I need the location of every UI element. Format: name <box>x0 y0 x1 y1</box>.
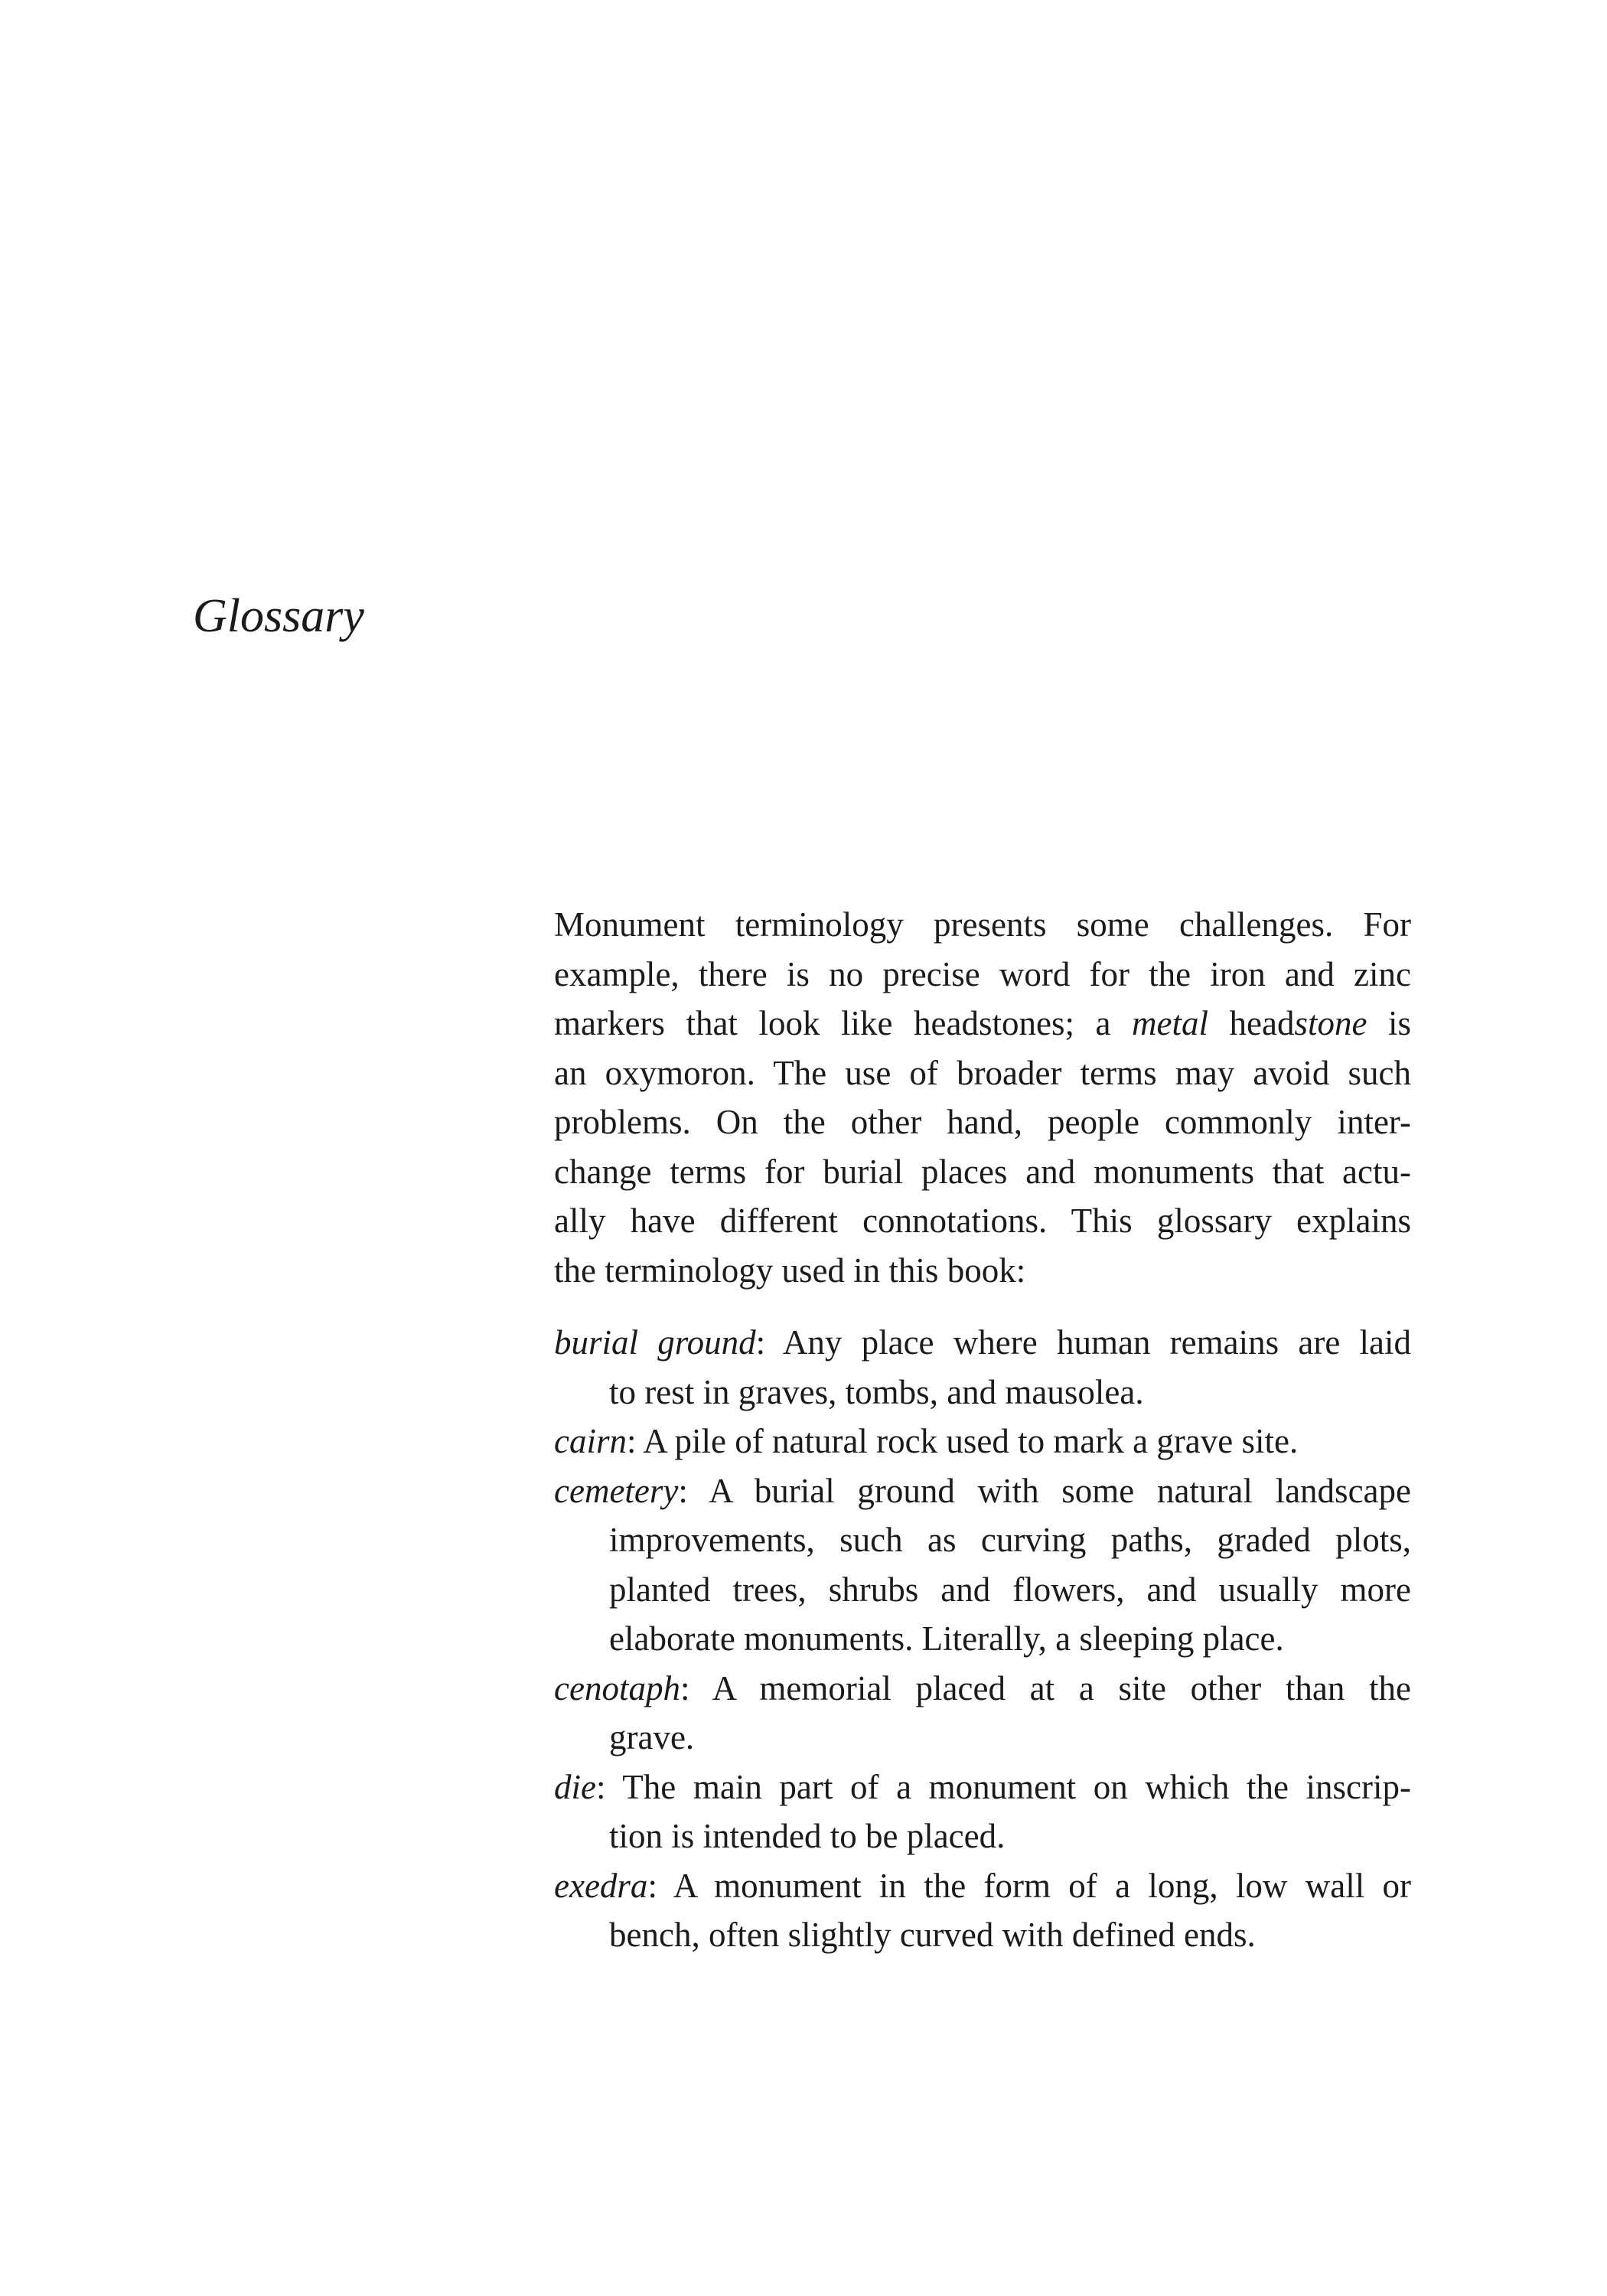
intro-line: the terminology used in this book: <box>554 1251 1026 1290</box>
glossary-definition: : The main part of a monument on which the inscrip- <box>595 1767 1411 1806</box>
entry-line: elaborate monuments. Literally, a sleeping place. <box>609 1619 1284 1658</box>
glossary-definition: : A memorial placed at a site other than the <box>680 1668 1411 1707</box>
entry-line: tion is intended to be placed. <box>609 1817 1006 1855</box>
entry-line <box>554 1763 1411 1812</box>
intro-line: problems. On the other hand, people commonly inter- <box>554 1103 1411 1141</box>
entry-line: grave. <box>609 1718 695 1756</box>
intro-emphasis-stone: stone <box>1294 1004 1367 1042</box>
intro-line: an oxymoron. The use of broader terms may avoid such <box>554 1053 1411 1092</box>
entry-line <box>554 1318 1411 1368</box>
intro-text: markers that look like headstones; a <box>554 1004 1111 1042</box>
glossary-entry-burial-ground <box>554 1318 1411 1417</box>
glossary-text-block <box>554 900 1411 1960</box>
glossary-entry-cenotaph <box>554 1664 1411 1763</box>
glossary-term: cenotaph <box>554 1668 680 1707</box>
entry-line: to rest in graves, tombs, and mausolea. <box>609 1372 1144 1411</box>
glossary-term: exedra <box>554 1866 648 1905</box>
glossary-definition: : A pile of natural rock used to mark a grave site. <box>627 1422 1299 1460</box>
intro-line: change terms for burial places and monuments that actu- <box>554 1152 1411 1191</box>
intro-paragraph <box>554 900 1411 1295</box>
glossary-definition: : Any place where human remains are laid <box>755 1323 1412 1362</box>
intro-line: example, there is no precise word for the iron and zinc <box>554 954 1411 993</box>
entry-line: bench, often slightly curved with defined ends. <box>609 1916 1256 1954</box>
entry-line: improvements, such as curving paths, graded plots, <box>609 1521 1411 1559</box>
intro-text: head <box>1229 1004 1295 1042</box>
intro-line: Monument terminology presents some challenges. For <box>554 905 1411 944</box>
entry-line <box>554 1861 1411 1911</box>
entry-line: planted trees, shrubs and flowers, and usually more <box>609 1570 1411 1609</box>
glossary-entry-exedra <box>554 1861 1411 1960</box>
glossary-term: cemetery <box>554 1471 679 1510</box>
glossary-term: cairn <box>554 1422 627 1460</box>
intro-emphasis-metal: metal <box>1132 1004 1208 1042</box>
glossary-definition: : A monument in the form of a long, low wall or <box>647 1866 1411 1905</box>
intro-line: ally have different connotations. This glossary explains <box>554 1202 1411 1240</box>
glossary-term: burial ground <box>554 1323 756 1362</box>
entry-line <box>554 1417 1411 1466</box>
glossary-term: die <box>554 1767 596 1806</box>
intro-text: is <box>1388 1004 1412 1042</box>
entry-line <box>554 1664 1411 1714</box>
intro-line <box>554 999 1411 1049</box>
entry-line <box>554 1466 1411 1516</box>
glossary-entry-cairn <box>554 1417 1411 1466</box>
glossary-entry-die <box>554 1763 1411 1861</box>
page-title: Glossary <box>193 590 364 642</box>
glossary-entry-cemetery <box>554 1466 1411 1664</box>
glossary-definition: : A burial ground with some natural landscape <box>678 1471 1411 1510</box>
